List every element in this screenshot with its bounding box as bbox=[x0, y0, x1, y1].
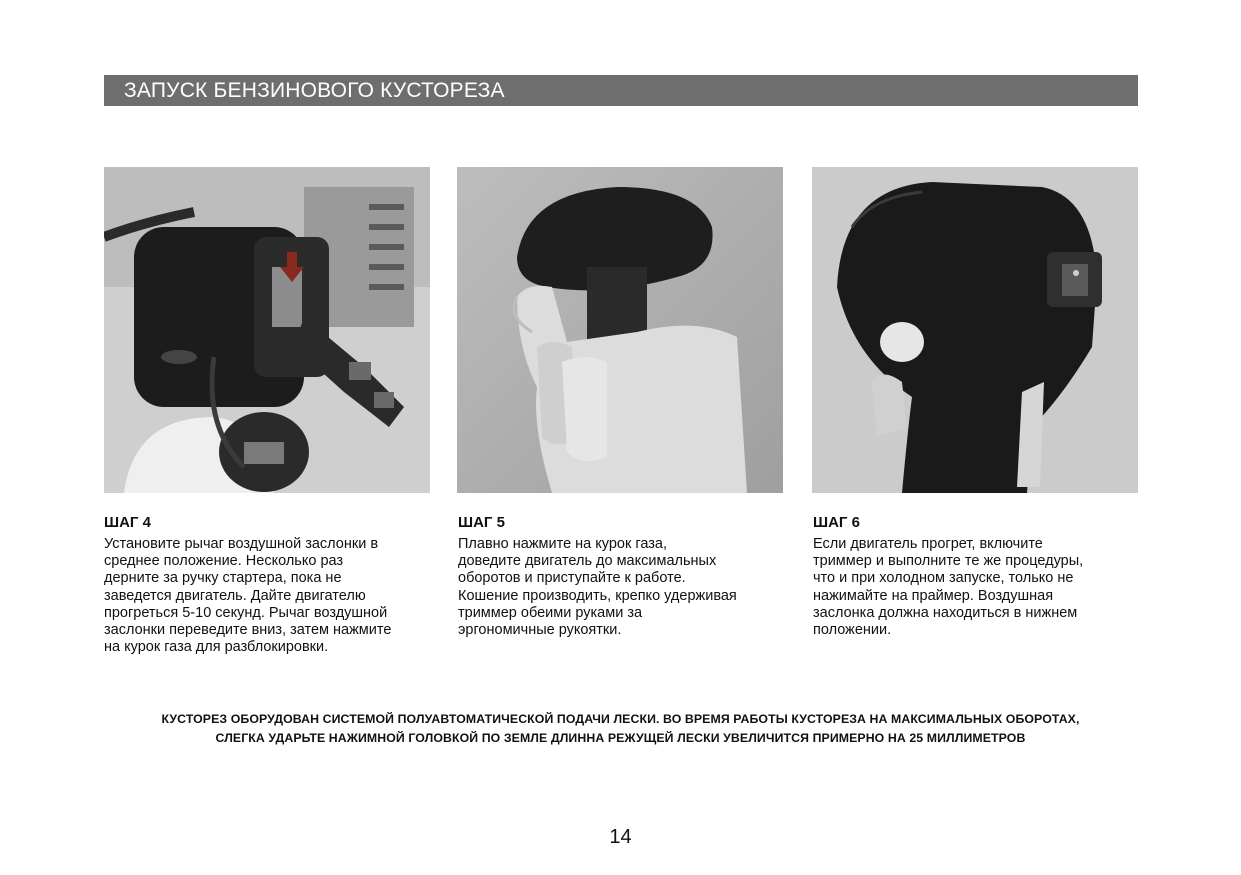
step-5-text: Плавно нажмите на курок газа, доведите двигатель до максимальных оборотов и приступайте к работе. Кошение производить, крепко удерживая триммер обеими руками за эргономичные рукоятки. bbox=[458, 536, 737, 639]
photo-step-5-throttle-grip bbox=[457, 167, 783, 493]
step-5-title: ШАГ 5 bbox=[458, 514, 505, 531]
photo-step-6-handle-switch bbox=[812, 167, 1138, 493]
step-5 bbox=[458, 514, 803, 639]
note-line-2: СЛЕГКА УДАРЬТЕ НАЖИМНОЙ ГОЛОВКОЙ ПО ЗЕМЛЕ ДЛИННА РЕЖУЩЕЙ ЛЕСКИ УВЕЛИЧИТСЯ ПРИМЕРНО НА 25 МИЛЛИМЕТРОВ bbox=[215, 731, 1026, 745]
page-number: 14 bbox=[609, 826, 632, 848]
step-4-title: ШАГ 4 bbox=[104, 514, 151, 531]
section-title: ЗАПУСК БЕНЗИНОВОГО КУСТОРЕЗА bbox=[104, 75, 1138, 106]
step-6-title: ШАГ 6 bbox=[813, 514, 860, 531]
note-line-1: КУСТОРЕЗ ОБОРУДОВАН СИСТЕМОЙ ПОЛУАВТОМАТИЧЕСКОЙ ПОДАЧИ ЛЕСКИ. ВО ВРЕМЯ РАБОТЫ КУСТОРЕЗА НА МАКСИМАЛЬНЫХ ОБОРОТАХ, bbox=[161, 712, 1080, 726]
step-6-text: Если двигатель прогрет, включите триммер и выполните те же процедуры, что и при холодном запуске, только не нажимайте на праймер. Воздушная заслонка должна находиться в нижнем положении. bbox=[813, 536, 1084, 639]
step-6 bbox=[813, 514, 1158, 639]
step-4-text: Установите рычаг воздушной заслонки в среднее положение. Несколько раз дерните за ручку стартера, пока не заведется двигатель. Дайте двигателю прогреться 5-10 секунд. Рычаг воздушной заслонки переведите вниз, затем нажмите на курок газа для разблокировки. bbox=[104, 536, 392, 656]
step-4 bbox=[104, 514, 449, 656]
photo-step-4-engine-choke bbox=[104, 167, 430, 493]
trimmer-line-note bbox=[100, 710, 1141, 748]
